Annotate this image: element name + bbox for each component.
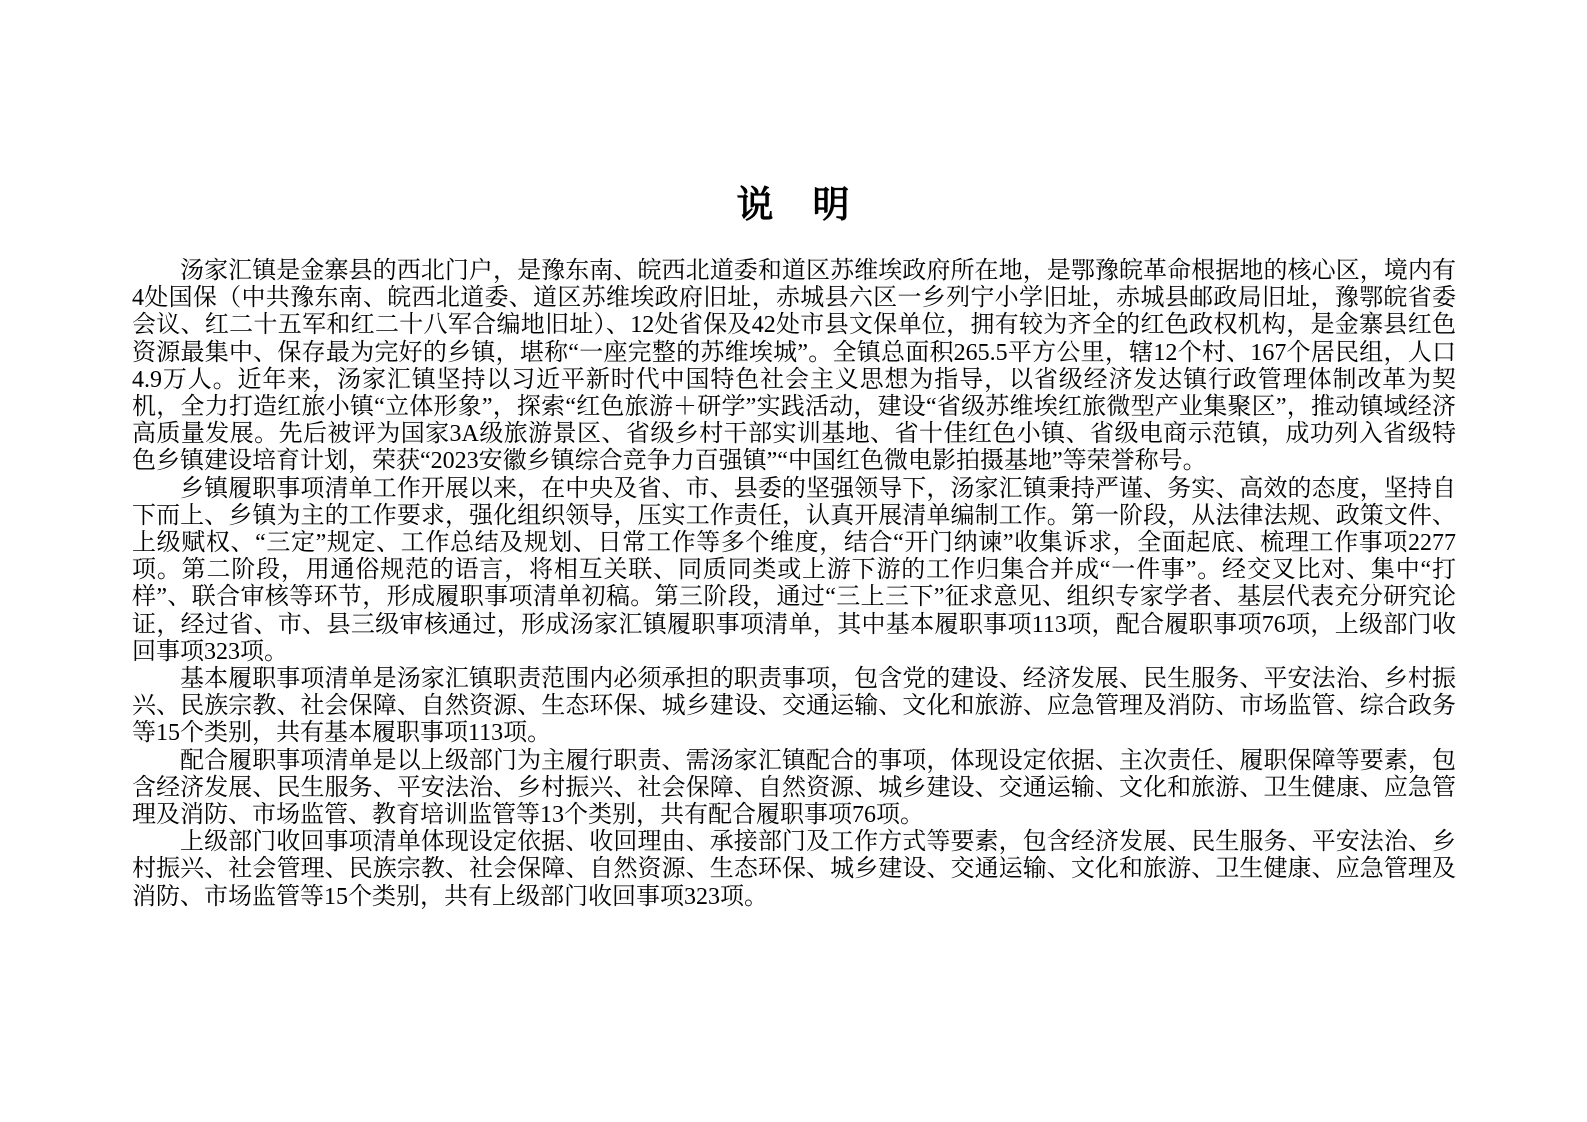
paragraph-basic-duty-list: 基本履职事项清单是汤家汇镇职责范围内必须承担的职责事项，包含党的建设、经济发展、民生服务、平安法治、乡村振兴、民族宗教、社会保障、自然资源、生态环保、城乡建设、交通运输、文化和旅游、应急管理及消防、市场监管、综合政务等15个类别，共有基本履职事项113项。: [132, 666, 1456, 747]
document-body: [132, 258, 1456, 911]
paragraph-cooperative-duty-list: 配合履职事项清单是以上级部门为主履行职责、需汤家汇镇配合的事项，体现设定依据、主次责任、履职保障等要素，包含经济发展、民生服务、平安法治、乡村振兴、社会保障、自然资源、城乡建设、交通运输、文化和旅游、卫生健康、应急管理及消防、市场监管、教育培训监管等13个类别，共有配合履职事项76项。: [132, 747, 1456, 829]
paragraph-town-overview: 汤家汇镇是金寨县的西北门户，是豫东南、皖西北道委和道区苏维埃政府所在地，是鄂豫皖革命根据地的核心区，境内有4处国保（中共豫东南、皖西北道委、道区苏维埃政府旧址，赤城县六区一乡列宁小学旧址，赤城县邮政局旧址，豫鄂皖省委会议、红二十五军和红二十八军合编地旧址）、12处省保及42处市县文保单位，拥有较为齐全的红色政权机构，是金寨县红色资源最集中、保存最为完好的乡镇，堪称“一座完整的苏维埃城”。全镇总面积265.5平方公里，辖12个村、167个居民组，人口4.9万人。近年来，汤家汇镇坚持以习近平新时代中国特色社会主义思想为指导，以省级经济发达镇行政管理体制改革为契机，全力打造红旅小镇“立体形象”，探索“红色旅游＋研学”实践活动，建设“省级苏维埃红旅微型产业集聚区”，推动镇域经济高质量发展。先后被评为国家3A级旅游景区、省级乡村干部实训基地、省十佳红色小镇、省级电商示范镇，成功列入省级特色乡镇建设培育计划，荣获“2023安徽乡镇综合竞争力百强镇”“中国红色微电影拍摄基地”等荣誉称号。: [132, 258, 1456, 475]
paragraph-reclaimed-items-list: 上级部门收回事项清单体现设定依据、收回理由、承接部门及工作方式等要素，包含经济发展、民生服务、平安法治、乡村振兴、社会管理、民族宗教、社会保障、自然资源、生态环保、城乡建设、交通运输、文化和旅游、卫生健康、应急管理及消防、市场监管等15个类别，共有上级部门收回事项323项。: [132, 829, 1456, 910]
paragraph-list-compilation-process: 乡镇履职事项清单工作开展以来，在中央及省、市、县委的坚强领导下，汤家汇镇秉持严谨、务实、高效的态度，坚持自下而上、乡镇为主的工作要求，强化组织领导，压实工作责任，认真开展清单编制工作。第一阶段，从法律法规、政策文件、上级赋权、“三定”规定、工作总结及规划、日常工作等多个维度，结合“开门纳谏”收集诉求，全面起底、梳理工作事项2277项。第二阶段，用通俗规范的语言，将相互关联、同质同类或上游下游的工作归集合并成“一件事”。经交叉比对、集中“打样”、联合审核等环节，形成履职事项清单初稿。第三阶段，通过“三上三下”征求意见、组织专家学者、基层代表充分研究论证，经过省、市、县三级审核通过，形成汤家汇镇履职事项清单，其中基本履职事项113项，配合履职事项76项，上级部门收回事项323项。: [132, 475, 1456, 665]
document-title: 说 明: [736, 185, 851, 226]
